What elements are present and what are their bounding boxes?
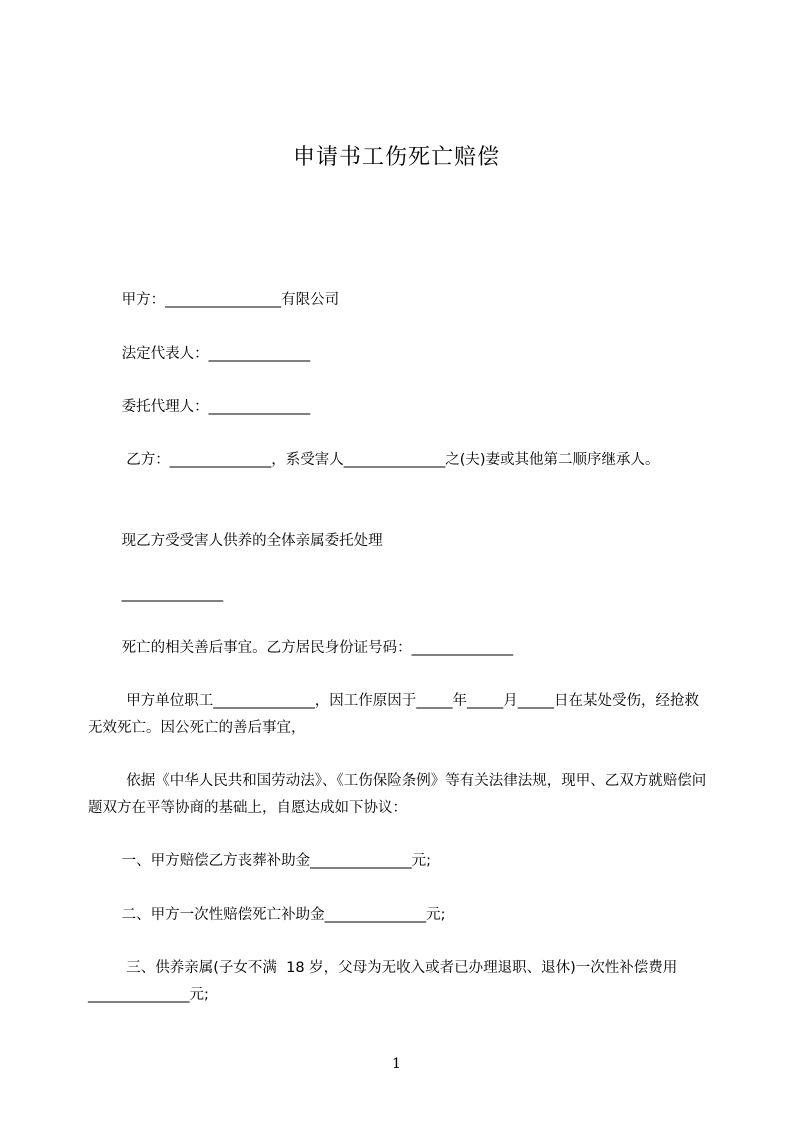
employee-death-paragraph: 甲方单位职工______________，因工作原因于_____年_____月_____日在某处受伤，经抢救无效死亡。因公死亡的善后事宜， [88, 693, 699, 736]
clause-3: 三、供养亲属(子女不满 18 岁，父母为无收入或者已办理退职、退休)一次性补偿费用______________元; [88, 960, 678, 1003]
legal-basis-paragraph: 依据《中华人民共和国劳动法》、《工伤保险条例》等有关法律法规，现甲、乙双方就赔偿问题双方在平等协商的基础上，自愿达成如下协议： [88, 773, 707, 816]
authorized-agent-line: 委托代理人：______________ [88, 399, 311, 415]
blank-line: ______________ [88, 586, 224, 602]
clause-1: 一、甲方赔偿乙方丧葬补助金______________元; [88, 853, 431, 869]
party-a-line: 甲方：________________有限公司 [88, 292, 340, 308]
entrusted-paragraph: 现乙方受受害人供养的全体亲属委托处理 [88, 533, 383, 549]
id-number-paragraph: 死亡的相关善后事宜。乙方居民身份证号码：______________ [88, 640, 514, 656]
legal-representative-line: 法定代表人：______________ [88, 346, 311, 362]
document-title: 申请书工伤死亡赔偿 [292, 145, 500, 170]
party-b-paragraph: 乙方：______________，系受害人______________之(夫)妻或其他第二顺序继承人。 [88, 452, 660, 468]
clause-2: 二、甲方一次性赔偿死亡补助金______________元; [88, 907, 446, 923]
page-number: 1 [392, 1056, 401, 1072]
